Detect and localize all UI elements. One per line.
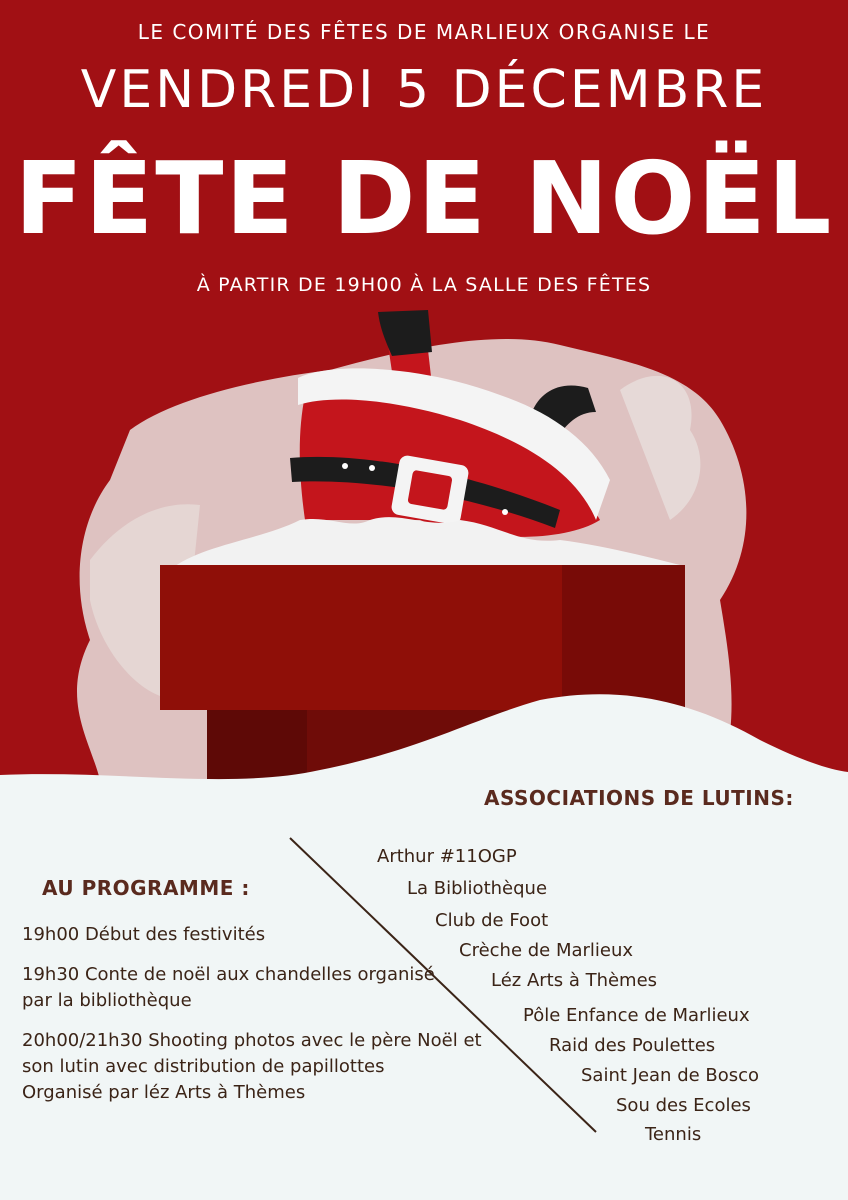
association-item: Saint Jean de Bosco	[581, 1065, 760, 1086]
programme-heading: AU PROGRAMME :	[42, 876, 250, 900]
programme-item: 19h00 Début des festivités	[22, 924, 266, 945]
organizer-line: LE COMITÉ DES FÊTES DE MARLIEUX ORGANISE LE	[137, 20, 711, 44]
association-item: Léz Arts à Thèmes	[491, 970, 658, 991]
programme-item: 19h30 Conte de noël aux chandelles organisé par la bibliothèque	[22, 964, 435, 1011]
association-item: Arthur #11OGP	[377, 846, 517, 867]
association-item: La Bibliothèque	[407, 878, 548, 899]
association-item: Sou des Ecoles	[616, 1095, 751, 1116]
programme-list	[22, 922, 522, 1120]
associations-heading: ASSOCIATIONS DE LUTINS:	[484, 786, 794, 810]
programme-item: Organisé par léz Arts à Thèmes	[22, 1082, 306, 1103]
event-date: VENDREDI 5 DÉCEMBRE	[80, 60, 768, 120]
association-item: Raid des Poulettes	[549, 1035, 716, 1056]
event-title: FÊTE DE NOËL	[14, 140, 834, 257]
programme-item: 20h00/21h30 Shooting photos avec le père Noël et son lutin avec distribution de papillottes	[22, 1030, 482, 1077]
association-item: Pôle Enfance de Marlieux	[523, 1005, 750, 1026]
association-item: Club de Foot	[435, 910, 549, 931]
association-item: Tennis	[645, 1124, 702, 1145]
time-and-place: À PARTIR DE 19H00 À LA SALLE DES FÊTES	[196, 274, 652, 296]
association-item: Crèche de Marlieux	[459, 940, 634, 961]
